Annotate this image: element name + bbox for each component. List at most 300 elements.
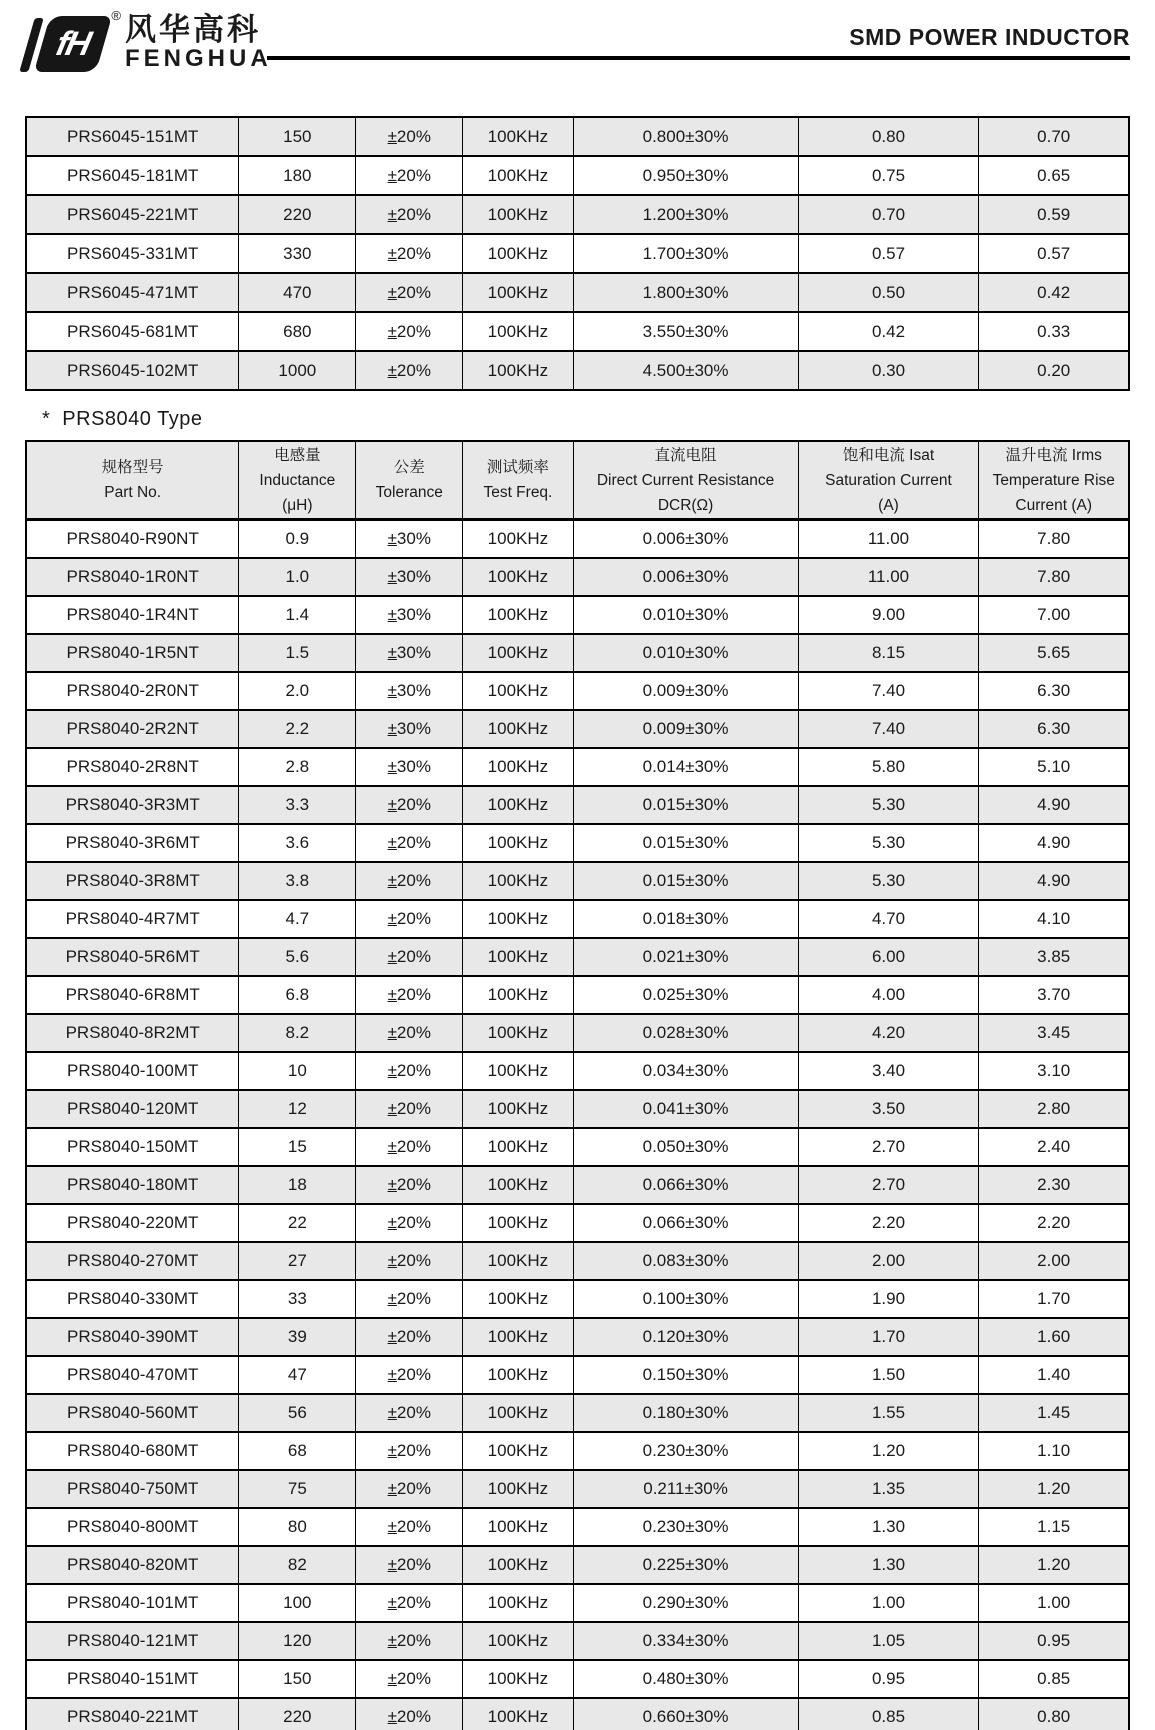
table-cell: 150 — [239, 1660, 356, 1698]
table-cell: 150 — [239, 117, 356, 156]
table-cell: 0.083±30% — [573, 1242, 798, 1280]
table-cell: 75 — [239, 1470, 356, 1508]
table-cell: ±20% — [356, 1014, 463, 1052]
table-cell: 220 — [239, 1698, 356, 1730]
table-cell: ±20% — [356, 1622, 463, 1660]
table-cell: ±20% — [356, 1128, 463, 1166]
table-cell: 0.066±30% — [573, 1166, 798, 1204]
table-cell: 3.550±30% — [573, 312, 798, 351]
table-cell: 3.6 — [239, 824, 356, 862]
table-cell: 100KHz — [463, 900, 573, 938]
table-row — [26, 710, 1129, 748]
table-cell: ±30% — [356, 596, 463, 634]
table-cell: ±20% — [356, 117, 463, 156]
table-cell: 0.066±30% — [573, 1204, 798, 1242]
table-cell: 3.45 — [979, 1014, 1129, 1052]
fenghua-logo — [25, 8, 272, 76]
table-cell: 7.40 — [798, 710, 979, 748]
table-cell: 1.70 — [798, 1318, 979, 1356]
table-cell: 4.20 — [798, 1014, 979, 1052]
table-cell: 100KHz — [463, 634, 573, 672]
table-cell: ±20% — [356, 1242, 463, 1280]
table-cell: PRS8040-100MT — [26, 1052, 239, 1090]
table-row — [26, 748, 1129, 786]
table-cell: 2.80 — [979, 1090, 1129, 1128]
table-cell: PRS8040-1R4NT — [26, 596, 239, 634]
table-cell: ±20% — [356, 234, 463, 273]
table-cell: ±20% — [356, 1280, 463, 1318]
table-cell: PRS8040-560MT — [26, 1394, 239, 1432]
table-cell: 0.85 — [979, 1660, 1129, 1698]
table-cell: PRS6045-102MT — [26, 351, 239, 390]
table-cell: 0.800±30% — [573, 117, 798, 156]
prs8040-table — [25, 440, 1130, 1730]
table-cell: ±20% — [356, 156, 463, 195]
table-cell: 0.950±30% — [573, 156, 798, 195]
table-cell: 1.10 — [979, 1432, 1129, 1470]
table-cell: PRS8040-330MT — [26, 1280, 239, 1318]
table-row — [26, 1090, 1129, 1128]
table-cell: PRS8040-2R2NT — [26, 710, 239, 748]
table-cell: 5.30 — [798, 786, 979, 824]
column-header-temperature-rise-current: 温升电流 Irms Temperature Rise Current (A) — [979, 441, 1129, 520]
table-cell: 100KHz — [463, 351, 573, 390]
table-cell: PRS8040-2R0NT — [26, 672, 239, 710]
table-cell: 0.225±30% — [573, 1546, 798, 1584]
table-cell: 3.3 — [239, 786, 356, 824]
table-cell: 100KHz — [463, 748, 573, 786]
table-cell: 2.00 — [979, 1242, 1129, 1280]
table-cell: 8.2 — [239, 1014, 356, 1052]
table-cell: 100KHz — [463, 1166, 573, 1204]
table-row — [26, 1508, 1129, 1546]
table-cell: 9.00 — [798, 596, 979, 634]
table-cell: 2.30 — [979, 1166, 1129, 1204]
table-cell: 100KHz — [463, 558, 573, 596]
table-cell: PRS8040-390MT — [26, 1318, 239, 1356]
table-row — [26, 1128, 1129, 1166]
table-cell: 1.35 — [798, 1470, 979, 1508]
table-row — [26, 1356, 1129, 1394]
table-cell: ±20% — [356, 1204, 463, 1242]
table-cell: 100KHz — [463, 1508, 573, 1546]
table-row — [26, 520, 1129, 559]
table-cell: 0.85 — [798, 1698, 979, 1730]
table-row — [26, 672, 1129, 710]
table-cell: 100KHz — [463, 862, 573, 900]
table-cell: 3.50 — [798, 1090, 979, 1128]
prs6045-table — [25, 116, 1130, 391]
table-cell: 5.30 — [798, 862, 979, 900]
table-cell: 10 — [239, 1052, 356, 1090]
column-header-saturation-current: 饱和电流 Isat Saturation Current (A) — [798, 441, 979, 520]
table-cell: 6.30 — [979, 672, 1129, 710]
column-header-part-no: 规格型号 Part No. — [26, 441, 239, 520]
table-cell: 0.211±30% — [573, 1470, 798, 1508]
table-cell: 0.20 — [979, 351, 1129, 390]
table-cell: 2.40 — [979, 1128, 1129, 1166]
table-cell: 0.95 — [798, 1660, 979, 1698]
table-row — [26, 786, 1129, 824]
table-cell: ±20% — [356, 1166, 463, 1204]
table-cell: 0.50 — [798, 273, 979, 312]
table-cell: 5.10 — [979, 748, 1129, 786]
table-cell: 1.0 — [239, 558, 356, 596]
table-cell: 0.180±30% — [573, 1394, 798, 1432]
table-row — [26, 273, 1129, 312]
section-title-prs8040 — [42, 408, 1155, 431]
table-cell: 56 — [239, 1394, 356, 1432]
table-cell: PRS6045-181MT — [26, 156, 239, 195]
table-cell: 1.800±30% — [573, 273, 798, 312]
table-cell: ±20% — [356, 1660, 463, 1698]
table-cell: 0.70 — [798, 195, 979, 234]
table-cell: 220 — [239, 195, 356, 234]
table-cell: 0.010±30% — [573, 596, 798, 634]
table-cell: PRS8040-470MT — [26, 1356, 239, 1394]
table-cell: 100KHz — [463, 1356, 573, 1394]
table-row — [26, 1014, 1129, 1052]
table-row — [26, 938, 1129, 976]
table-cell: 0.025±30% — [573, 976, 798, 1014]
table-cell: 4.70 — [798, 900, 979, 938]
table-cell: 1.70 — [979, 1280, 1129, 1318]
table-cell: 7.00 — [979, 596, 1129, 634]
table-cell: 4.00 — [798, 976, 979, 1014]
table-cell: 4.90 — [979, 862, 1129, 900]
table-cell: 0.33 — [979, 312, 1129, 351]
table-cell: 1.00 — [979, 1584, 1129, 1622]
table-cell: 100KHz — [463, 1090, 573, 1128]
table-cell: 11.00 — [798, 558, 979, 596]
table-cell: 1.20 — [979, 1470, 1129, 1508]
table-cell: PRS8040-8R2MT — [26, 1014, 239, 1052]
table-cell: ±20% — [356, 1470, 463, 1508]
table-cell: 0.120±30% — [573, 1318, 798, 1356]
table-cell: 2.20 — [798, 1204, 979, 1242]
table-cell: ±30% — [356, 558, 463, 596]
table-cell: 1.00 — [798, 1584, 979, 1622]
table-cell: 2.8 — [239, 748, 356, 786]
brand-text — [125, 14, 272, 72]
table-cell: 330 — [239, 234, 356, 273]
table-row — [26, 195, 1129, 234]
table-cell: 100KHz — [463, 1318, 573, 1356]
brand-name-chinese: 风华高科 — [125, 12, 261, 47]
section-star: * — [42, 408, 51, 430]
table-cell: 7.80 — [979, 558, 1129, 596]
table-cell: 6.00 — [798, 938, 979, 976]
table-cell: ±20% — [356, 786, 463, 824]
table-cell: PRS8040-270MT — [26, 1242, 239, 1280]
table-cell: 6.8 — [239, 976, 356, 1014]
table-cell: 100KHz — [463, 520, 573, 559]
table-cell: 0.42 — [979, 273, 1129, 312]
table-cell: 0.034±30% — [573, 1052, 798, 1090]
table-row — [26, 1698, 1129, 1730]
table-cell: PRS6045-681MT — [26, 312, 239, 351]
table-cell: 0.230±30% — [573, 1432, 798, 1470]
table-cell: 100KHz — [463, 1204, 573, 1242]
header-divider — [267, 56, 1130, 60]
column-header-tolerance: 公差 Tolerance — [356, 441, 463, 520]
table-cell: PRS8040-R90NT — [26, 520, 239, 559]
column-header-test-freq: 测试频率 Test Freq. — [463, 441, 573, 520]
table-cell: PRS8040-150MT — [26, 1128, 239, 1166]
table-cell: ±20% — [356, 862, 463, 900]
table-cell: 100KHz — [463, 1546, 573, 1584]
table-cell: 3.40 — [798, 1052, 979, 1090]
table-cell: 0.290±30% — [573, 1584, 798, 1622]
header-title-block — [267, 12, 1130, 60]
table-cell: 0.021±30% — [573, 938, 798, 976]
table-cell: 180 — [239, 156, 356, 195]
table-cell: 100KHz — [463, 976, 573, 1014]
table-cell: PRS8040-820MT — [26, 1546, 239, 1584]
table-cell: 0.009±30% — [573, 710, 798, 748]
table-cell: PRS8040-120MT — [26, 1090, 239, 1128]
table-cell: PRS8040-3R8MT — [26, 862, 239, 900]
table-row — [26, 1242, 1129, 1280]
table-cell: 1.60 — [979, 1318, 1129, 1356]
table-cell: 39 — [239, 1318, 356, 1356]
column-header-dcr: 直流电阻 Direct Current Resistance DCR(Ω) — [573, 441, 798, 520]
table-cell: 0.041±30% — [573, 1090, 798, 1128]
table-cell: 100KHz — [463, 1698, 573, 1730]
table-cell: 4.90 — [979, 824, 1129, 862]
table-cell: 100 — [239, 1584, 356, 1622]
table-cell: 5.6 — [239, 938, 356, 976]
table-cell: 100KHz — [463, 1128, 573, 1166]
table-row — [26, 862, 1129, 900]
table-cell: ±20% — [356, 1052, 463, 1090]
table-cell: 1.55 — [798, 1394, 979, 1432]
table-cell: 0.006±30% — [573, 558, 798, 596]
table-cell: PRS8040-680MT — [26, 1432, 239, 1470]
table-cell: 0.480±30% — [573, 1660, 798, 1698]
table-cell: PRS8040-2R8NT — [26, 748, 239, 786]
table-row — [26, 1204, 1129, 1242]
table-cell: ±20% — [356, 1318, 463, 1356]
table-cell: 1.45 — [979, 1394, 1129, 1432]
table-cell: 1.50 — [798, 1356, 979, 1394]
table-cell: 22 — [239, 1204, 356, 1242]
table-cell: 100KHz — [463, 156, 573, 195]
table-cell: 100KHz — [463, 273, 573, 312]
table-cell: 1.30 — [798, 1508, 979, 1546]
table-cell: 100KHz — [463, 1280, 573, 1318]
table-cell: 2.70 — [798, 1166, 979, 1204]
table-cell: 7.40 — [798, 672, 979, 710]
table-cell: 1.4 — [239, 596, 356, 634]
table-cell: 100KHz — [463, 824, 573, 862]
table-cell: PRS8040-221MT — [26, 1698, 239, 1730]
table-cell: 2.2 — [239, 710, 356, 748]
column-header-inductance: 电感量 Inductance (μH) — [239, 441, 356, 520]
table-cell: PRS8040-3R3MT — [26, 786, 239, 824]
table-cell: ±20% — [356, 824, 463, 862]
table-cell: PRS8040-121MT — [26, 1622, 239, 1660]
table-cell: PRS8040-101MT — [26, 1584, 239, 1622]
table-cell: 100KHz — [463, 195, 573, 234]
table-cell: 470 — [239, 273, 356, 312]
table-cell: 0.014±30% — [573, 748, 798, 786]
table-cell: 3.10 — [979, 1052, 1129, 1090]
table-cell: 100KHz — [463, 1014, 573, 1052]
fh-monogram-text: fH — [53, 24, 94, 63]
table-cell: 0.150±30% — [573, 1356, 798, 1394]
table-cell: 2.00 — [798, 1242, 979, 1280]
table-cell: 68 — [239, 1432, 356, 1470]
table-cell: 0.57 — [979, 234, 1129, 273]
table-cell: 3.85 — [979, 938, 1129, 976]
table-row — [26, 634, 1129, 672]
table-cell: 0.018±30% — [573, 900, 798, 938]
table-row — [26, 351, 1129, 390]
fenghua-logo-mark — [25, 8, 121, 76]
table-cell: 0.015±30% — [573, 824, 798, 862]
table-row — [26, 1546, 1129, 1584]
table-cell: 47 — [239, 1356, 356, 1394]
table-cell: 0.95 — [979, 1622, 1129, 1660]
table-row — [26, 1166, 1129, 1204]
table-cell: 0.015±30% — [573, 862, 798, 900]
table-cell: 0.30 — [798, 351, 979, 390]
table-cell: PRS6045-471MT — [26, 273, 239, 312]
table-cell: 2.20 — [979, 1204, 1129, 1242]
table-cell: 0.006±30% — [573, 520, 798, 559]
table-cell: 100KHz — [463, 117, 573, 156]
table-row — [26, 596, 1129, 634]
table-cell: 33 — [239, 1280, 356, 1318]
table-cell: 3.70 — [979, 976, 1129, 1014]
prs8040-table-body — [26, 520, 1129, 1730]
table-cell: 2.70 — [798, 1128, 979, 1166]
table-cell: 0.9 — [239, 520, 356, 559]
table-cell: ±20% — [356, 312, 463, 351]
table-cell: 11.00 — [798, 520, 979, 559]
table-cell: 1000 — [239, 351, 356, 390]
table-cell: ±30% — [356, 672, 463, 710]
registered-trademark-icon: ® — [111, 8, 121, 23]
table-cell: ±20% — [356, 1356, 463, 1394]
table-cell: ±20% — [356, 1508, 463, 1546]
table-cell: PRS8040-6R8MT — [26, 976, 239, 1014]
table-cell: 0.010±30% — [573, 634, 798, 672]
table-cell: ±20% — [356, 938, 463, 976]
table-cell: 100KHz — [463, 1394, 573, 1432]
table-cell: ±20% — [356, 195, 463, 234]
table-cell: ±20% — [356, 1698, 463, 1730]
table-cell: 1.20 — [798, 1432, 979, 1470]
brand-name-english: FENGHUA — [125, 45, 272, 72]
table-cell: 12 — [239, 1090, 356, 1128]
table-cell: 0.050±30% — [573, 1128, 798, 1166]
table-cell: 0.334±30% — [573, 1622, 798, 1660]
table-row — [26, 117, 1129, 156]
table-cell: PRS8040-220MT — [26, 1204, 239, 1242]
table-cell: 0.015±30% — [573, 786, 798, 824]
table-cell: 1.15 — [979, 1508, 1129, 1546]
table-cell: PRS8040-4R7MT — [26, 900, 239, 938]
table-cell: 0.65 — [979, 156, 1129, 195]
table-row — [26, 1470, 1129, 1508]
table-row — [26, 312, 1129, 351]
table-row — [26, 900, 1129, 938]
table-cell: 100KHz — [463, 1242, 573, 1280]
table-cell: 100KHz — [463, 786, 573, 824]
table-cell: 5.30 — [798, 824, 979, 862]
table-cell: 18 — [239, 1166, 356, 1204]
page-header — [0, 0, 1155, 90]
table-cell: 120 — [239, 1622, 356, 1660]
prs8040-table-header — [26, 441, 1129, 520]
section-title-text: PRS8040 Type — [62, 408, 203, 430]
table-row — [26, 1660, 1129, 1698]
table-cell: ±20% — [356, 900, 463, 938]
table-cell: 0.75 — [798, 156, 979, 195]
table-row — [26, 976, 1129, 1014]
table-cell: PRS8040-800MT — [26, 1508, 239, 1546]
table-cell: 1.20 — [979, 1546, 1129, 1584]
table-row — [26, 1432, 1129, 1470]
table-cell: 0.59 — [979, 195, 1129, 234]
table-cell: PRS8040-151MT — [26, 1660, 239, 1698]
table-cell: ±20% — [356, 976, 463, 1014]
table-cell: 80 — [239, 1508, 356, 1546]
table-cell: 100KHz — [463, 1470, 573, 1508]
table-cell: PRS8040-3R6MT — [26, 824, 239, 862]
table-cell: 100KHz — [463, 1660, 573, 1698]
table-row — [26, 1622, 1129, 1660]
table-cell: ±20% — [356, 1546, 463, 1584]
table-cell: PRS8040-1R0NT — [26, 558, 239, 596]
table-cell: 5.80 — [798, 748, 979, 786]
table-cell: 100KHz — [463, 1052, 573, 1090]
table-cell: 0.80 — [979, 1698, 1129, 1730]
table-cell: 1.90 — [798, 1280, 979, 1318]
table-cell: 680 — [239, 312, 356, 351]
table-cell: PRS6045-151MT — [26, 117, 239, 156]
table-cell: 0.42 — [798, 312, 979, 351]
table-row — [26, 824, 1129, 862]
table-cell: 0.100±30% — [573, 1280, 798, 1318]
table-cell: 1.5 — [239, 634, 356, 672]
table-cell: 100KHz — [463, 938, 573, 976]
table-row — [26, 1394, 1129, 1432]
table-cell: PRS8040-180MT — [26, 1166, 239, 1204]
table-cell: ±30% — [356, 710, 463, 748]
table-row — [26, 1318, 1129, 1356]
table-row — [26, 1052, 1129, 1090]
table-cell: ±30% — [356, 748, 463, 786]
table-cell: 0.70 — [979, 117, 1129, 156]
page-title: SMD POWER INDUCTOR — [849, 24, 1130, 50]
table-cell: 100KHz — [463, 312, 573, 351]
table-cell: PRS8040-1R5NT — [26, 634, 239, 672]
table-cell: ±20% — [356, 1432, 463, 1470]
table-row — [26, 234, 1129, 273]
table-cell: 0.57 — [798, 234, 979, 273]
table-cell: ±30% — [356, 520, 463, 559]
table-row — [26, 558, 1129, 596]
table-cell: ±20% — [356, 351, 463, 390]
table-cell: PRS6045-331MT — [26, 234, 239, 273]
table-cell: 3.8 — [239, 862, 356, 900]
table-cell: 0.230±30% — [573, 1508, 798, 1546]
table-row — [26, 1584, 1129, 1622]
table-cell: 1.700±30% — [573, 234, 798, 273]
